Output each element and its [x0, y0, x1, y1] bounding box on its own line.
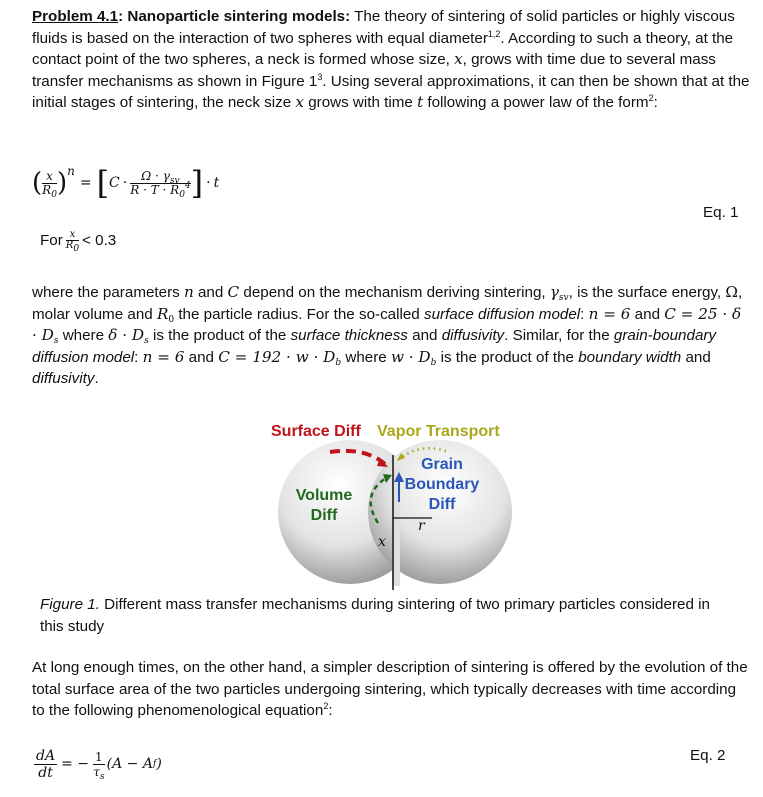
vapor-transport-label: Vapor Transport [377, 423, 500, 440]
intro-text: , grows with time due to several mass transfer mechanisms as shown in Figure 1 [32, 51, 716, 90]
intro-text: . According to such a theory, at the contact point of the two spheres, a neck is formed whose size, [32, 29, 734, 68]
surface-diff-label: Surface Diff [271, 423, 361, 440]
intro-text: following a power law of the form [423, 94, 649, 111]
problem-heading: Problem 4.1 [32, 8, 119, 25]
figure-caption: Figure 1. Different mass transfer mechanisms during sintering of two primary particles considered in this study [40, 596, 710, 635]
intro-text: : [653, 94, 658, 111]
equation-1: ( $\frac{x}{R_0}$ ) n = [ C · $\frac{\Omega \cdot \gamma_{sv}}{R \cdot T \cdot R_0^4}$ ] · t [32, 164, 220, 202]
eq1-fraction: $\frac{\Omega \cdot \gamma_{sv}}{R \cdot T \cdot R_0^4}$ [130, 168, 191, 200]
eq2-label: Eq. 2 [690, 747, 726, 764]
intro-text: grows with time [303, 94, 418, 111]
grain-boundary-label: Grain Boundary Diff [404, 456, 480, 513]
intro-text: The theory of sintering of solid particles or highly viscous fluids is based on the interaction of two spheres with equal diameter [32, 8, 735, 47]
citation: 2 [323, 701, 329, 711]
citation: 3 [317, 71, 323, 82]
intro-text: . Using several approximations, it can then be shown that at the initial stages of sintering, the neck size [32, 72, 750, 111]
x-label: x [378, 534, 386, 550]
var-x: x [454, 50, 463, 68]
problem-title: : Nanoparticle sintering models: [118, 8, 351, 25]
mechanism-paragraph: where the parameters n and C depend on the mechanism deriving sintering, $\gamma_{sv}$, is the surface energy, Ω, molar volume and $R_0$ the particle radius. For the so-called surface diffusion model: n = 6 and $C = 25 \cdot \delta \cdot D_s$ where $\delta \cdot D_s$ is the product of the surface thickness and diffusivity. Similar, for the grain-boundary diffusion model: n = 6 and $C = 192 \cdot w \cdot D_b$ where $w \cdot D_b$ is the product of the boundary width and diffusivity. [32, 283, 743, 387]
r-label: r [418, 518, 425, 534]
var-x: x [295, 93, 304, 111]
equation-2: $\frac{dA}{dt}$ = − $\frac{1}{\tau_s}$ (A − A f ) [36, 747, 162, 782]
var-t: t [417, 93, 424, 111]
exponent-n: n [67, 164, 75, 178]
volume-diff-label: Volume Diff [295, 487, 353, 524]
citation: 2 [648, 93, 654, 103]
x-over-r0: $\frac{x}{R_0}$ [42, 168, 57, 200]
one-over-tau: $\frac{1}{\tau_s}$ [93, 749, 105, 782]
dA-dt: $\frac{dA}{dt}$ [36, 747, 56, 781]
citation: 1,2 [487, 28, 501, 39]
eq1-condition: For $\frac{x}{R_0}$ < 0.3 [40, 229, 117, 254]
eq1-label: Eq. 1 [703, 204, 739, 221]
long-time-paragraph: At long enough times, on the other hand, a simpler description of sintering is offered by the evolution of the total surface area of the two particles undergoing sintering, which typically decreases with time according to the following phenomenological equation$^2$: [32, 659, 748, 719]
